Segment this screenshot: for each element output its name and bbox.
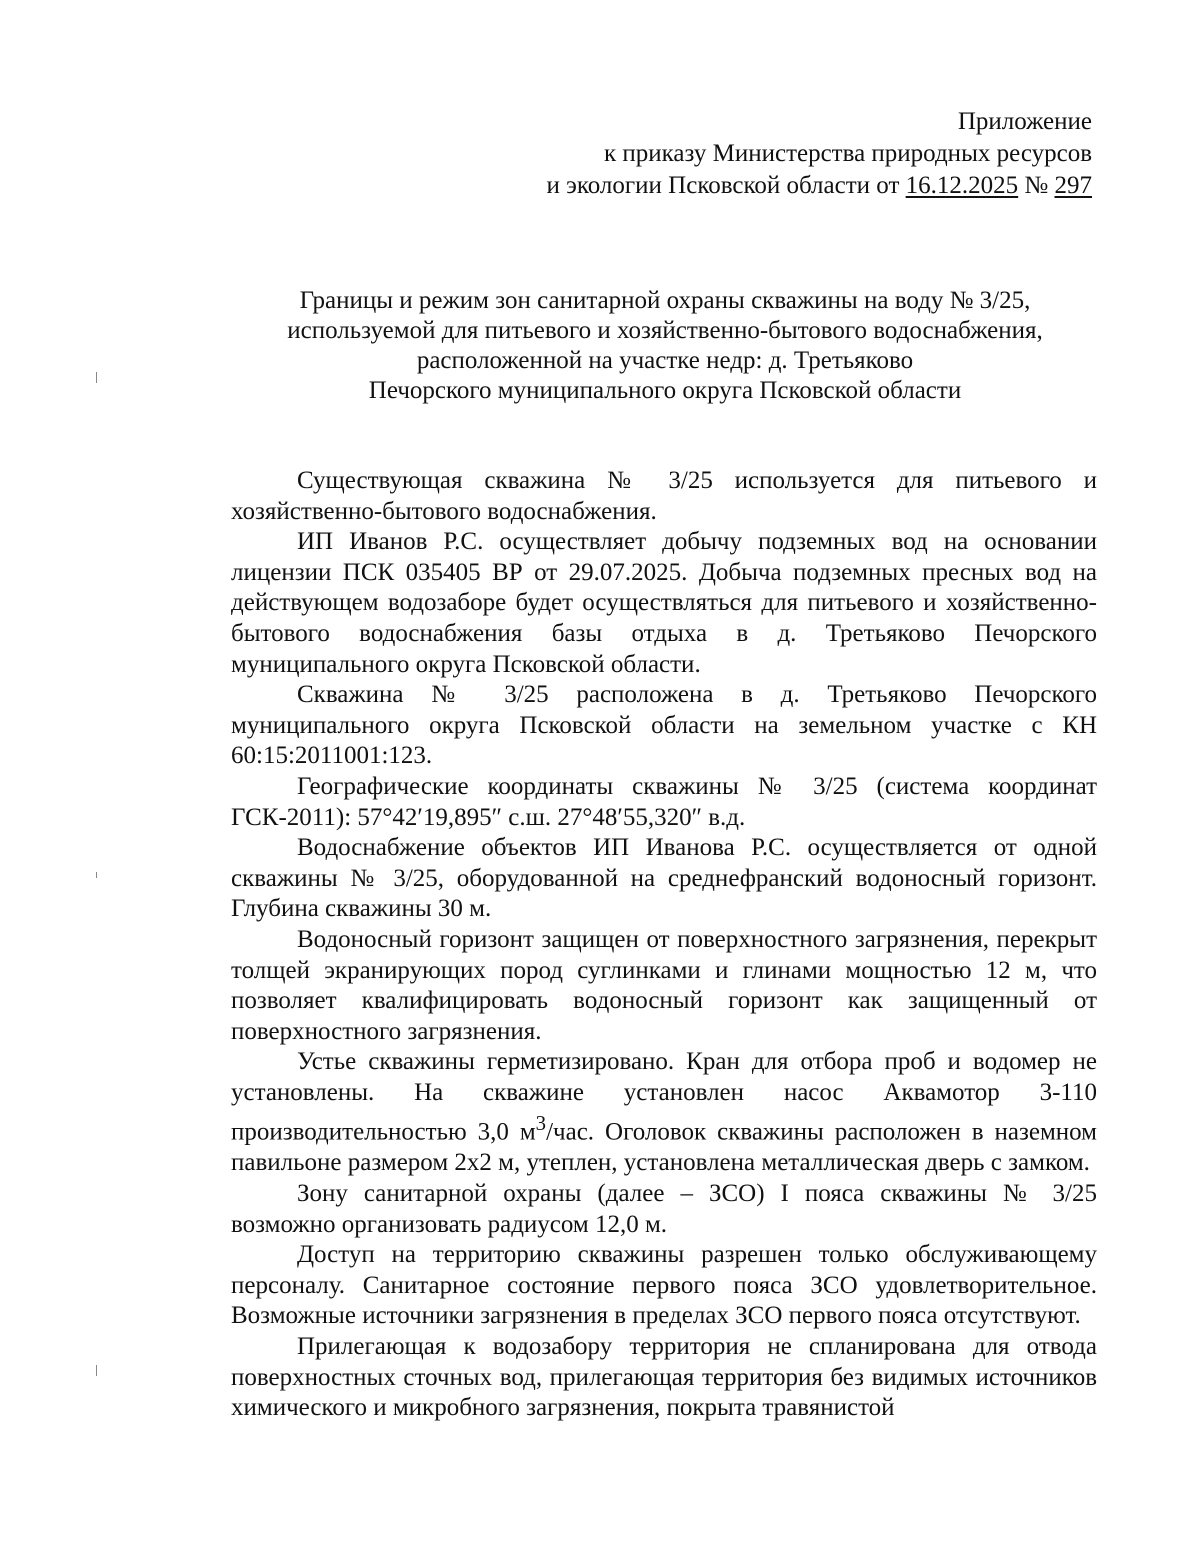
document-title	[230, 286, 1100, 406]
title-line-3: расположенной на участке недр: д. Третьяково	[416, 347, 914, 374]
paragraph-zone-radius: Зону санитарной охраны (далее – ЗСО) I пояса скважины № 3/25 возможно организовать радиусом 12,0 м.	[231, 1179, 1097, 1238]
paragraph-access: Доступ на территорию скважины разрешен только обслуживающему персоналу. Санитарное состояние первого пояса ЗСО удовлетворительное. Возможные источники загрязнения в пределах ЗСО первого пояса отсутствуют.	[231, 1241, 1097, 1330]
paragraph-coordinates: Географические координаты скважины № 3/25 (система координат ГСК-2011): 57°42′19,895″ с.ш. 27°48′55,320″ в.д.	[231, 772, 1097, 831]
paragraph-location: Скважина № 3/25 расположена в д. Третьяково Печорского муниципального округа Псковской области на земельном участке с КН 60:15:2011001:123.	[231, 681, 1097, 770]
paragraph-wellhead	[231, 1047, 1097, 1179]
appendix-label: Приложение	[957, 108, 1092, 135]
scan-mark	[96, 872, 97, 878]
wellhead-text-b: /час. Оголовок скважины расположен в наземном павильоне размером 2х2 м, утеплен, установлена металлическая дверь с замком.	[231, 1118, 1097, 1177]
scan-mark	[96, 372, 97, 383]
title-line-4: Печорского муниципального округа Псковской области	[368, 377, 962, 404]
paragraph-adjacent-territory: Прилегающая к водозабору территория не спланирована для отвода поверхностных сточных вод, прилегающая территория без видимых источников химического и микробного загрязнения, покрыта травянистой	[231, 1332, 1097, 1422]
order-date: 16.12.2025	[905, 172, 1019, 199]
order-date-line	[547, 170, 1092, 202]
document-body	[231, 466, 1097, 1424]
paragraph-well-usage: Существующая скважина № 3/25 используется для питьевого и хозяйственно-бытового водоснабжения.	[231, 467, 1097, 525]
number-sign: №	[1018, 172, 1055, 199]
title-line-2: используемой для питьевого и хозяйственно-бытового водоснабжения,	[287, 317, 1043, 344]
order-issuer-text: и экологии Псковской области от	[546, 172, 906, 199]
order-reference-line: к приказу Министерства природных ресурсов	[603, 140, 1092, 167]
wellhead-text-a: Устье скважины герметизировано. Кран для отбора проб и водомер не установлены. На скважине установлен насос Аквамотор 3-110 производительностью 3,0 м	[231, 1048, 1097, 1146]
paragraph-aquifer-protection: Водоносный горизонт защищен от поверхностного загрязнения, перекрыт толщей экранирующих пород суглинками и глинами мощностью 12 м, что позволяет квалифицировать водоносный горизонт как защищенный от поверхностного загрязнения.	[231, 925, 1097, 1045]
document-header	[547, 106, 1092, 202]
paragraph-water-supply: Водоснабжение объектов ИП Иванова Р.С. осуществляется от одной скважины № 3/25, оборудованной на среднефранский водоносный горизонт. Глубина скважины 30 м.	[231, 834, 1097, 923]
paragraph-license: ИП Иванов Р.С. осуществляет добычу подземных вод на основании лицензии ПСК 035405 ВР от 29.07.2025. Добыча подземных пресных вод на действующем водозаборе будет осуществляться для питьевого и хозяйственно-бытового водоснабжения базы отдыха в д. Третьяково Печорского муниципального округа Псковской области.	[231, 528, 1097, 678]
cubic-superscript: 3	[535, 1111, 547, 1136]
order-number: 297	[1054, 172, 1092, 199]
scan-mark	[96, 1365, 97, 1376]
title-line-1: Границы и режим зон санитарной охраны скважины на воду № 3/25,	[299, 287, 1031, 314]
